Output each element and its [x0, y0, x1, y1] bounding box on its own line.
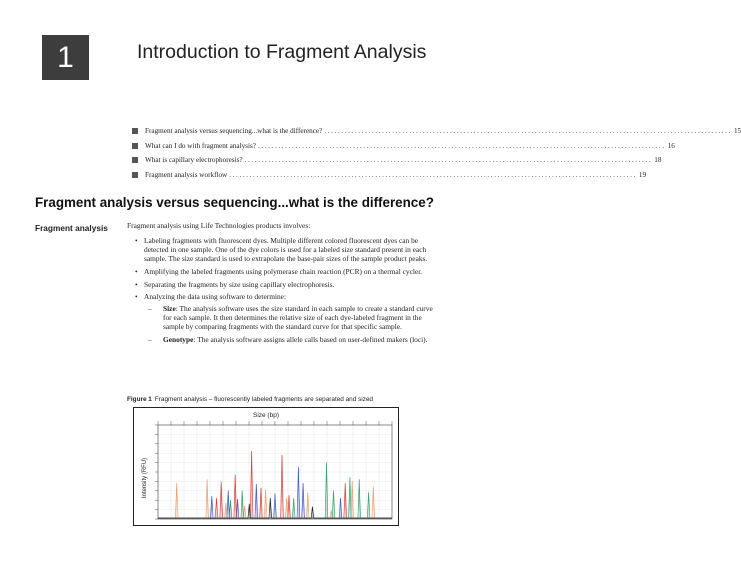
section-body [127, 222, 439, 349]
side-heading: Fragment analysis [35, 223, 108, 233]
electropherogram-chart [134, 408, 398, 525]
bullet-item [127, 293, 439, 345]
sub-bullet-text: : The analysis software assigns allele calls based on user-defined makers (loci). [193, 335, 428, 345]
intro-paragraph: Fragment analysis using Life Technologies products involves: [127, 221, 311, 230]
toc-item-label: What can I do with fragment analysis? [145, 141, 256, 150]
toc-item[interactable] [132, 168, 647, 183]
sub-bullet-item [144, 336, 439, 345]
toc-item-label: Fragment analysis versus sequencing...what is the difference? [145, 127, 323, 136]
sub-bullet-term: Genotype [163, 335, 194, 345]
sub-bullet-term: Size [163, 304, 176, 314]
chapter-toc [132, 124, 741, 182]
toc-item-page: 15 [733, 127, 741, 136]
bullet-item: • Amplifying the labeled fragments using polymerase chain reaction (PCR) on a thermal cycler. [127, 268, 439, 277]
bullet-item: • Separating the fragments by size using capillary electrophoresis. [127, 281, 439, 290]
toc-item-label: Fragment analysis workflow [145, 170, 228, 179]
bullet-list [127, 237, 439, 345]
figure-label: Figure 1 [127, 396, 152, 403]
square-bullet-icon [132, 143, 138, 149]
toc-item[interactable] [132, 139, 675, 154]
square-bullet-icon [132, 128, 138, 134]
chapter-title: Introduction to Fragment Analysis [137, 41, 427, 63]
toc-item-page: 16 [667, 141, 675, 150]
toc-leader: ........................................................................................................................ [324, 127, 732, 136]
chart-ticks [155, 421, 392, 519]
toc-leader: ........................................................................................................................ [229, 170, 637, 179]
bullet-item: • Labeling fragments with fluorescent dyes. Multiple different colored fluorescent dyes can be detected in one sample. One of the dye colors is used for a labeled size standard present in each sample. The size standard is used to extrapolate the base-pair sizes of the sample product peaks. [127, 237, 439, 264]
sub-bullet-item [144, 305, 439, 332]
y-axis-title: Intensity (RFU) [142, 457, 148, 499]
sub-bullet-list [144, 305, 439, 345]
toc-item[interactable] [132, 124, 741, 139]
square-bullet-icon [132, 172, 138, 178]
section-title: Fragment analysis versus sequencing...what is the difference? [35, 195, 434, 210]
figure-caption [127, 396, 373, 403]
electropherogram-figure [133, 407, 399, 526]
toc-leader: ........................................................................................................................ [244, 156, 653, 165]
toc-leader: ........................................................................................................................ [257, 141, 666, 150]
toc-item-label: What is capillary electrophoresis? [145, 156, 243, 165]
chapter-number-badge [42, 35, 89, 80]
toc-item-page: 18 [654, 156, 662, 165]
sub-bullet-text: : The analysis software uses the size standard in each sample to create a standard curve for each sample. It then determines the relative size of each dye-labeled fragment in the sample by comparing fragments with the standard curve for that specific sample. [163, 304, 433, 332]
toc-item[interactable] [132, 153, 662, 168]
figure-caption-text: Fragment analysis – fluorescently labeled fragments are separated and sized [154, 396, 373, 403]
bullet-item-text: Analyzing the data using software to determine: [144, 292, 287, 302]
square-bullet-icon [132, 157, 138, 163]
x-axis-title: Size (bp) [252, 412, 280, 419]
toc-item-page: 19 [638, 170, 647, 179]
chapter-number: 1 [57, 40, 74, 74]
